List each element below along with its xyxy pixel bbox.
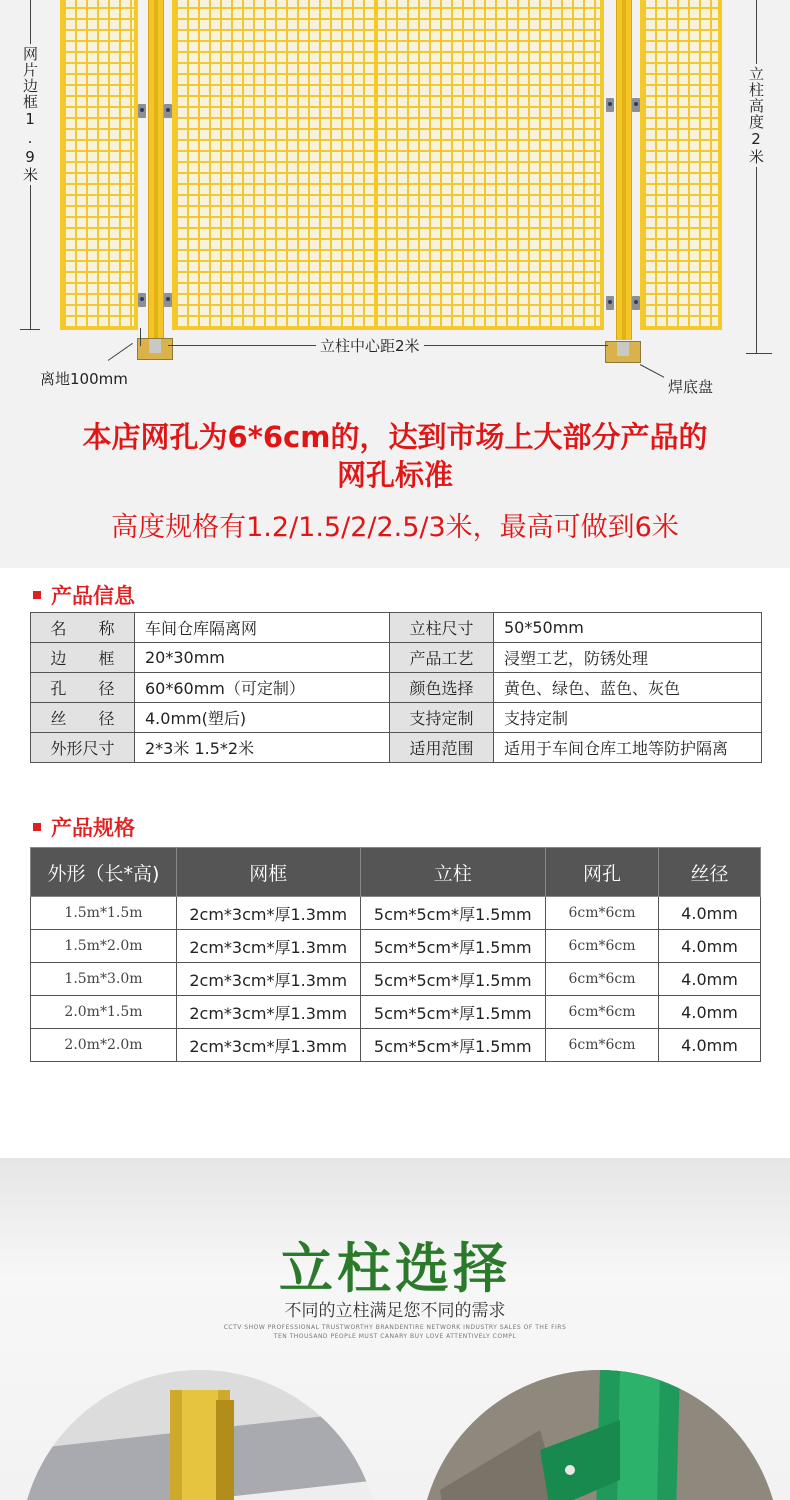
spec-header-cell: 立柱 bbox=[360, 848, 545, 897]
spec-cell: 2cm*3cm*厚1.3mm bbox=[176, 963, 360, 996]
bracket-icon bbox=[606, 98, 614, 112]
spec-cell: 6cm*6cm bbox=[546, 930, 659, 963]
info-key-cell: 颜色选择 bbox=[390, 673, 494, 703]
info-row bbox=[31, 673, 762, 703]
bracket-icon bbox=[164, 104, 172, 118]
leader-line-clearance bbox=[140, 328, 141, 346]
info-row bbox=[31, 643, 762, 673]
info-value-cell: 50*50mm bbox=[494, 613, 762, 643]
label-ground-clearance: 离地100mm bbox=[36, 368, 132, 389]
spec-cell: 2cm*3cm*厚1.3mm bbox=[176, 930, 360, 963]
info-value-cell: 60*60mm（可定制） bbox=[135, 673, 390, 703]
spec-header-cell: 丝径 bbox=[658, 848, 760, 897]
info-value-cell: 2*3米 1.5*2米 bbox=[135, 733, 390, 763]
info-value-cell: 浸塑工艺，防锈处理 bbox=[494, 643, 762, 673]
spec-cell: 5cm*5cm*厚1.5mm bbox=[360, 963, 545, 996]
bracket-icon bbox=[138, 104, 146, 118]
dimension-line-right bbox=[756, 0, 757, 354]
info-key-cell: 边 框 bbox=[31, 643, 135, 673]
square-bullet-icon bbox=[33, 591, 41, 599]
promo-line-1: 本店网孔为6*6cm的，达到市场上大部分产品的 bbox=[82, 420, 708, 454]
post-selection-title: 立柱选择 bbox=[279, 1237, 511, 1300]
spec-cell: 1.5m*2.0m bbox=[31, 930, 177, 963]
spec-cell: 4.0mm bbox=[658, 897, 760, 930]
fence-post-right bbox=[616, 0, 632, 340]
product-info-table bbox=[30, 612, 762, 763]
spec-row bbox=[31, 930, 761, 963]
spec-cell: 1.5m*1.5m bbox=[31, 897, 177, 930]
spec-cell: 6cm*6cm bbox=[546, 963, 659, 996]
base-plate-left bbox=[137, 338, 173, 360]
tiny-text-line-2: TEN THOUSAND PEOPLE MUST CANARY BUY LOVE ATTENTIVELY COMPL bbox=[273, 1333, 517, 1340]
post-selection-subtitle: 不同的立柱满足您不同的需求 bbox=[284, 1301, 506, 1321]
spec-cell: 2cm*3cm*厚1.3mm bbox=[176, 996, 360, 1029]
bracket-icon bbox=[632, 296, 640, 310]
fence-post-left bbox=[148, 0, 164, 340]
dimension-tick-left bbox=[20, 329, 40, 330]
green-post-photo bbox=[420, 1370, 780, 1500]
product-spec-table bbox=[30, 847, 761, 1062]
leader-line-clearance-h bbox=[108, 343, 133, 361]
spec-cell: 2cm*3cm*厚1.3mm bbox=[176, 897, 360, 930]
product-info-title: 产品信息 bbox=[33, 580, 135, 610]
label-post-spacing: 立柱中心距2米 bbox=[316, 335, 424, 356]
info-key-cell: 立柱尺寸 bbox=[390, 613, 494, 643]
spec-row bbox=[31, 1029, 761, 1062]
info-value-cell: 适用于车间仓库工地等防护隔离 bbox=[494, 733, 762, 763]
spec-header-cell: 网孔 bbox=[546, 848, 659, 897]
spec-cell: 2cm*3cm*厚1.3mm bbox=[176, 1029, 360, 1062]
bracket-icon bbox=[606, 296, 614, 310]
spec-cell: 5cm*5cm*厚1.5mm bbox=[360, 1029, 545, 1062]
info-value-cell: 车间仓库隔离网 bbox=[135, 613, 390, 643]
mesh-panel-divider bbox=[374, 0, 378, 326]
spec-cell: 1.5m*3.0m bbox=[31, 963, 177, 996]
label-post-height: 立柱高度2米 bbox=[747, 66, 765, 165]
info-row bbox=[31, 613, 762, 643]
fence-diagram-section bbox=[0, 0, 790, 568]
info-row bbox=[31, 733, 762, 763]
info-value-cell: 黄色、绿色、蓝色、灰色 bbox=[494, 673, 762, 703]
base-plate-right bbox=[605, 341, 641, 363]
spec-row bbox=[31, 996, 761, 1029]
spec-cell: 4.0mm bbox=[658, 930, 760, 963]
post-selection-section bbox=[0, 1158, 790, 1500]
bracket-icon bbox=[164, 293, 172, 307]
bracket-icon bbox=[138, 293, 146, 307]
promo-line-2: 网孔标准 bbox=[336, 458, 453, 492]
spec-cell: 5cm*5cm*厚1.5mm bbox=[360, 897, 545, 930]
promo-subline: 高度规格有1.2/1.5/2/2.5/3米，最高可做到6米 bbox=[111, 512, 679, 543]
info-key-cell: 支持定制 bbox=[390, 703, 494, 733]
dimension-tick-right bbox=[746, 353, 772, 354]
mesh-panel-center bbox=[172, 0, 604, 330]
spec-header-cell: 外形（长*高) bbox=[31, 848, 177, 897]
spec-row bbox=[31, 963, 761, 996]
info-key-cell: 丝 径 bbox=[31, 703, 135, 733]
spec-cell: 2.0m*2.0m bbox=[31, 1029, 177, 1062]
spec-cell: 4.0mm bbox=[658, 996, 760, 1029]
label-base-plate: 焊底盘 bbox=[664, 376, 717, 397]
mesh-panel-right bbox=[640, 0, 722, 330]
spec-header-cell: 网框 bbox=[176, 848, 360, 897]
mesh-panel-left bbox=[60, 0, 138, 330]
label-panel-frame: 网片边框1.9米 bbox=[21, 46, 39, 183]
spec-cell: 4.0mm bbox=[658, 1029, 760, 1062]
info-value-cell: 20*30mm bbox=[135, 643, 390, 673]
product-spec-title: 产品规格 bbox=[33, 812, 135, 842]
spec-cell: 2.0m*1.5m bbox=[31, 996, 177, 1029]
spec-cell: 6cm*6cm bbox=[546, 897, 659, 930]
info-value-cell: 4.0mm(塑后) bbox=[135, 703, 390, 733]
spec-cell: 4.0mm bbox=[658, 963, 760, 996]
info-key-cell: 外形尺寸 bbox=[31, 733, 135, 763]
spec-cell: 6cm*6cm bbox=[546, 1029, 659, 1062]
square-bullet-icon bbox=[33, 823, 41, 831]
info-key-cell: 名 称 bbox=[31, 613, 135, 643]
promo-headline bbox=[0, 418, 790, 494]
spec-row bbox=[31, 897, 761, 930]
spec-cell: 5cm*5cm*厚1.5mm bbox=[360, 996, 545, 1029]
info-key-cell: 孔 径 bbox=[31, 673, 135, 703]
info-value-cell: 支持定制 bbox=[494, 703, 762, 733]
bracket-icon bbox=[632, 98, 640, 112]
spec-cell: 6cm*6cm bbox=[546, 996, 659, 1029]
tiny-text-line-1: CCTV SHOW PROFESSIONAL TRUSTWORTHY BRANDENTIRE NETWORK INDUSTRY SALES OF THE FIRS bbox=[223, 1324, 567, 1331]
info-key-cell: 产品工艺 bbox=[390, 643, 494, 673]
info-key-cell: 适用范围 bbox=[390, 733, 494, 763]
spec-cell: 5cm*5cm*厚1.5mm bbox=[360, 930, 545, 963]
yellow-post-photo bbox=[20, 1370, 380, 1500]
info-row bbox=[31, 703, 762, 733]
